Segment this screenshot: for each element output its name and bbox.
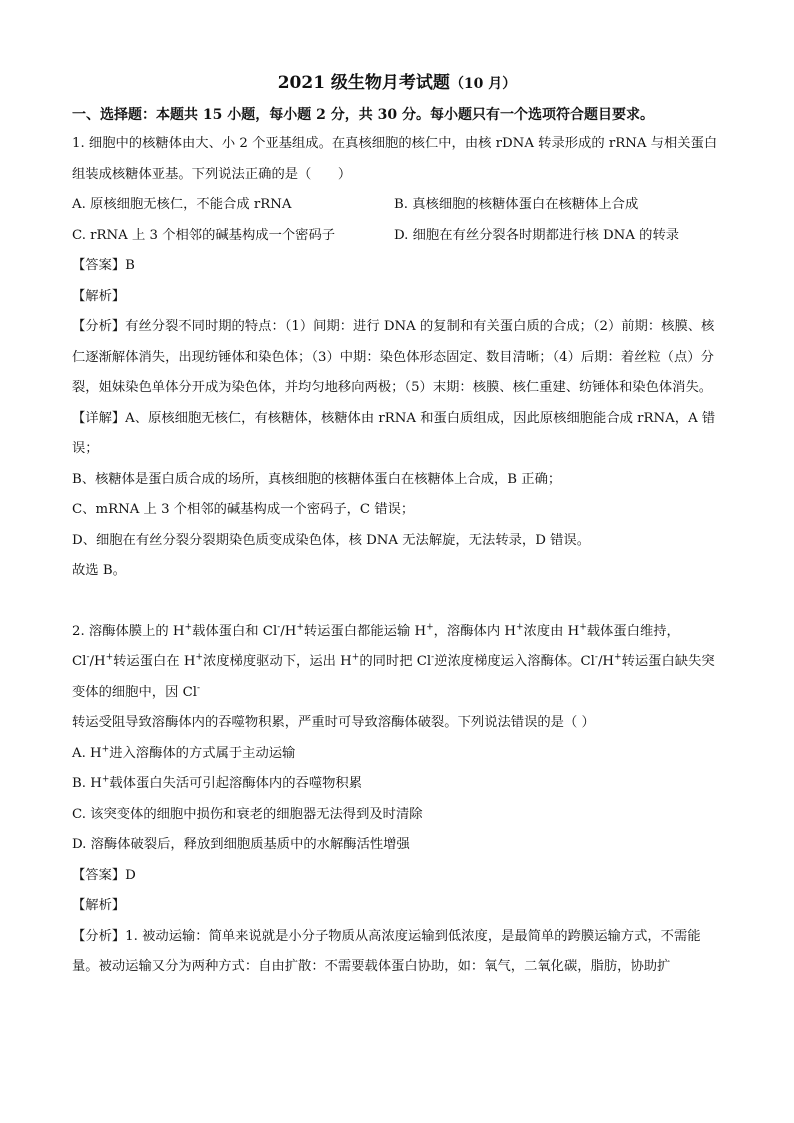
exam-title-main: 2021 级生物月考试题 xyxy=(277,73,450,93)
exam-title-month: （10 月） xyxy=(449,76,517,92)
q1-detail-b: B、核糖体是蛋白质合成的场所，真核细胞的核糖体蛋白在核糖体上合成，B 正确； xyxy=(72,471,562,487)
q2-option-c: C. 该突变体的细胞中损伤和衰老的细胞器无法得到及时清除 xyxy=(72,806,423,822)
q1-analysis-label: 【解析】 xyxy=(72,288,126,304)
q2-analysis-label: 【解析】 xyxy=(72,898,126,913)
q2-answer: 【答案】D xyxy=(72,867,136,883)
q2-option-a: A. H+进入溶酶体的方式属于主动运输 xyxy=(72,744,296,761)
section-header: 一、选择题：本题共 15 小题，每小题 2 分，共 30 分。每小题只有一个选项符合题目要求。 xyxy=(72,107,654,123)
q1-stem: 1. 细胞中的核糖体由大、小 2 个亚基组成。在真核细胞的核仁中，由核 rDNA 转录形成的 rRNA 与相关蛋白组装成核糖体亚基。下列说法正确的是（ ） xyxy=(72,136,718,182)
q1-fenxi: 【分析】有丝分裂不同时期的特点：（1）间期：进行 DNA 的复制和有关蛋白质的合成；（2）前期：核膜、核仁逐渐解体消失，出现纺锤体和染色体；（3）中期：染色体形态固定、数目清晰；（4）后期：着丝粒（点）分裂，姐妹染色单体分开成为染色体，并均匀地移向两极；（5）末期：核膜、核仁重建、纺锤体和染色体消失。 xyxy=(72,319,715,395)
q2-fenxi: 【分析】1. 被动运输：简单来说就是小分子物质从高浓度运输到低浓度，是最简单的跨膜运输方式，不需能量。被动运输又分为两种方式：自由扩散：不需要载体蛋白协助，如：氧气，二氧化碳，脂肪，协助扩 xyxy=(72,928,701,974)
q1-answer: 【答案】B xyxy=(72,258,135,273)
q2-option-b: B. H+载体蛋白失活可引起溶酶体内的吞噬物积累 xyxy=(72,774,363,791)
q2-option-d: D. 溶酶体破裂后，释放到细胞质基质中的水解酶活性增强 xyxy=(72,837,410,852)
q1-option-d: D. 细胞在有丝分裂各时期都进行核 DNA 的转录 xyxy=(394,227,680,243)
q1-detail-d: D、细胞在有丝分裂分裂期染色质变成染色体，核 DNA 无法解旋，无法转录，D 错误。 xyxy=(72,532,590,548)
q2-stem: 2. 溶酶体膜上的 H+载体蛋白和 Cl-/H+转运蛋白都能运输 H+，溶酶体内 H+浓度由 H+载体蛋白维持，Cl-/H+转运蛋白在 H+浓度梯度驱动下，运出 H+的同时把 Cl-逆浓度梯度运入溶酶体。Cl-/H+转运蛋白缺失突变体的细胞中，因 Cl-转运受阻导致溶酶体内的吞噬物积累，严重时可导致溶酶体破裂。下列说法错误的是（ ） xyxy=(72,622,715,730)
q1-conclusion: 故选 B。 xyxy=(72,563,126,578)
q1-option-c: C. rRNA 上 3 个相邻的碱基构成一个密码子 xyxy=(72,227,336,243)
q1-option-a: A. 原核细胞无核仁，不能合成 rRNA xyxy=(72,197,292,212)
q1-options xyxy=(72,190,722,251)
q1-option-b: B. 真核细胞的核糖体蛋白在核糖体上合成 xyxy=(394,197,639,212)
exam-title xyxy=(72,68,722,99)
q1-detail-a: 【详解】A、原核细胞无核仁，有核糖体，核糖体由 rRNA 和蛋白质组成，因此原核细胞能合成 rRNA，A 错误； xyxy=(72,410,716,456)
q1-detail-c: C、mRNA 上 3 个相邻的碱基构成一个密码子，C 错误； xyxy=(72,502,415,517)
document-page xyxy=(72,68,722,983)
